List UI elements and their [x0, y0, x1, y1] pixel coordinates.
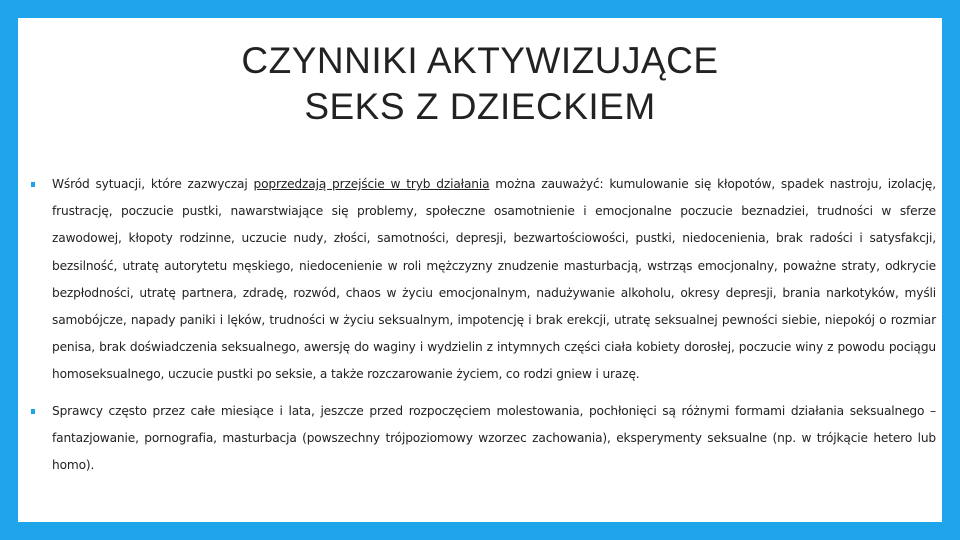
- square-bullet-icon: [31, 182, 35, 187]
- bullet-text: Wśród sytuacji, które zazwyczaj: [52, 177, 254, 191]
- title-line-1: CZYNNIKI AKTYWIZUJĄCE: [241, 40, 719, 81]
- bullet-item: [28, 398, 936, 480]
- bullet-list: [28, 171, 936, 479]
- title-line-2: SEKS Z DZIECKIEM: [304, 86, 656, 127]
- square-bullet-icon: [31, 409, 35, 414]
- slide: [18, 18, 942, 522]
- bullet-item: [28, 171, 936, 389]
- underlined-phrase: poprzedzają przejście w tryb działania: [253, 177, 490, 191]
- slide-title: [18, 38, 942, 130]
- bullet-text-continued: można zauważyć: kumulowanie się kłopotów, spadek nastroju, izolację, frustrację, poczucie pustki, nawarstwiające się problemy, społeczne osamotnienie i emocjonalne poczucie beznadziei, trudności w sferze zawodowej, kłopoty rodzinne, uczucie nudy, złości, samotności, depresji, bezwartościowości, pustki, niedocenienia, brak radości i satysfakcji, bezsilność, utratę autorytetu męskiego, niedocenienie w roli mężczyzny znudzenie masturbacją, wstrząs emocjonalny, poważne straty, odkrycie bezpłodności, utratę partnera, zdradę, rozwód, chaos w życiu emocjonalnym, nadużywanie alkoholu, okresy depresji, brania narkotyków, myśli samobójcze, napady paniki i lęków, trudności w życiu seksualnym, impotencję i brak erekcji, utratę seksualnej pewności siebie, niepokój o rozmiar penisa, brak doświadczenia seksualnego, awersję do waginy i wydzielin z intymnych części ciała kobiety dorosłej, poczucie winy z powodu pociągu homoseksualnego, uczucie pustki po seksie, a także rozczarowanie życiem, co rodzi gniew i urazę.: [52, 177, 937, 382]
- bullet-text: Sprawcy często przez całe miesiące i lata, jeszcze przed rozpoczęciem molestowania, pochłonięci są różnymi formami działania seksualnego – fantazjowanie, pornografia, masturbacja (powszechny trójpoziomowy wzorzec zachowania), eksperymenty seksualne (np. w trójkącie hetero lub homo).: [52, 403, 936, 473]
